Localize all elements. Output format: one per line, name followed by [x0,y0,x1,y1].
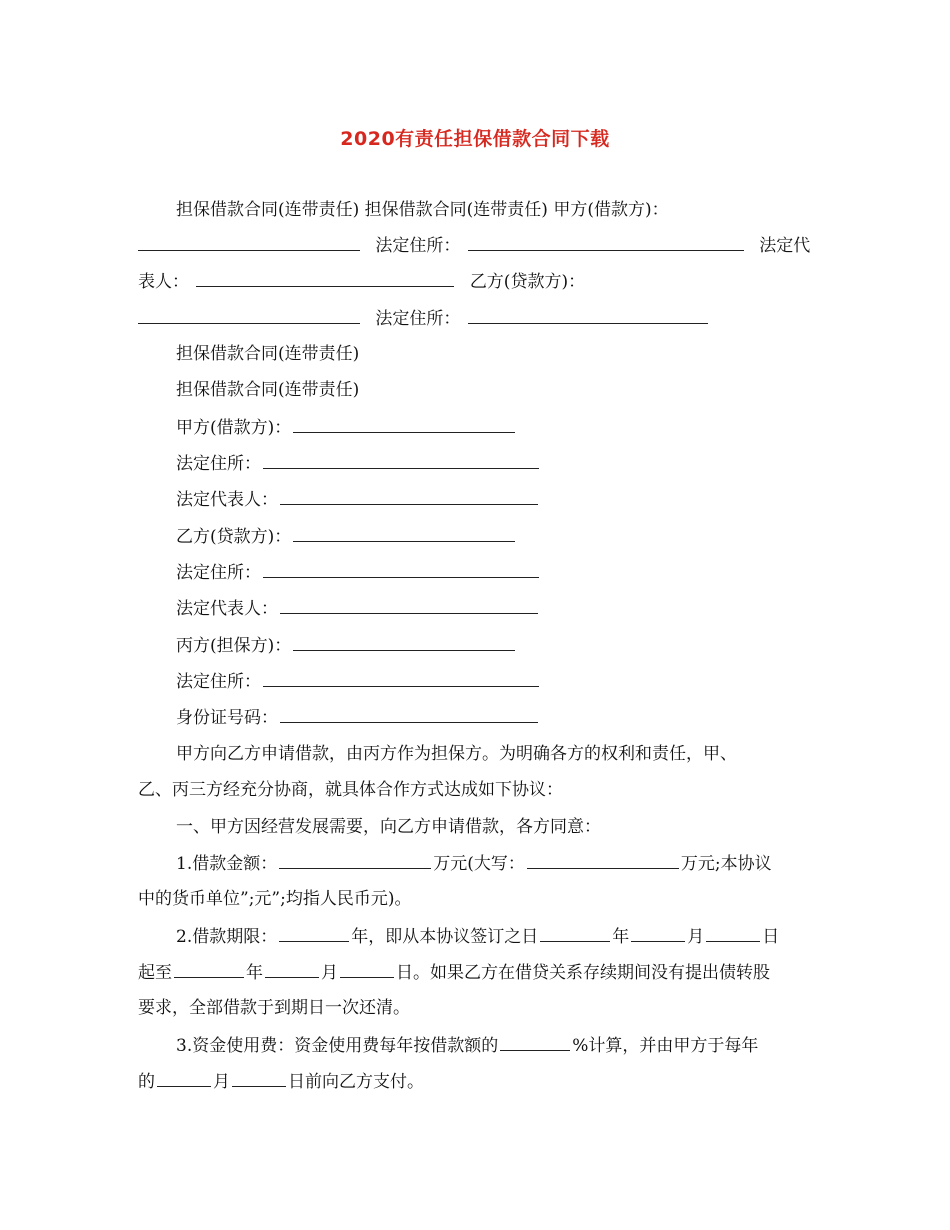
item3-line1 [176,1033,758,1058]
para1-line3 [138,269,585,294]
field-label: 法定住所： [176,672,261,692]
blank-field [196,269,454,287]
blank-field [232,1069,286,1087]
item2-text: 年 [246,963,263,983]
item1-text: 1.借款金额： [176,854,278,874]
field-row [176,633,517,658]
item1-text: 万元;本协议 [680,854,772,874]
item2-text: 月 [321,963,338,983]
item2-text: 2.借款期限： [176,927,278,947]
blank-field [279,851,431,869]
blank-field [263,669,539,687]
item3-text: 的 [138,1072,155,1092]
field-row [176,560,541,585]
blank-field [293,415,515,433]
item2-text: 日。如果乙方在借贷关系存续期间没有提出债转股 [396,963,770,983]
field-row [176,669,541,694]
blank-field [500,1033,570,1051]
blank-field [706,924,760,942]
heading-2: 担保借款合同(连带责任) [176,380,360,400]
blank-field [279,924,349,942]
para1-line1-text: 担保借款合同(连带责任) 担保借款合同(连带责任) 甲方(借款方)： [176,200,669,220]
blank-field [293,633,515,651]
blank-field [280,705,538,723]
intro-line1: 甲方向乙方申请借款，由丙方作为担保方。为明确各方的权利和责任，甲、 [176,744,737,764]
rep-label-part2: 表人： [138,272,189,292]
intro-line2: 乙、丙三方经充分协商，就具体合作方式达成如下协议： [138,780,563,800]
rep-label-part: 法定代 [759,236,811,256]
heading-1: 担保借款合同(连带责任) [176,344,360,364]
item3-text: 月 [213,1072,230,1092]
item1-line1 [176,851,772,876]
party-b-label: 乙方(贷款方)： [469,272,586,292]
para1-line2 [138,233,810,258]
blank-field [138,233,360,251]
field-label: 丙方(担保方)： [176,636,292,656]
item1-text: 万元(大写： [433,854,525,874]
blank-field [540,924,610,942]
field-label: 法定住所： [176,563,261,583]
field-row [176,451,541,476]
item2-text: 月 [687,927,705,947]
blank-field [468,233,744,251]
item2-text: 年，即从本协议签订之日 [351,927,539,947]
item3-text: 日前向乙方支付。 [288,1072,424,1092]
field-label: 法定代表人： [176,490,278,510]
domicile-label-2: 法定住所： [375,309,461,329]
field-row [176,524,517,549]
field-label: 甲方(借款方)： [176,418,292,438]
domicile-label: 法定住所： [375,236,461,256]
document-title: 2020有责任担保借款合同下载 [340,128,610,150]
item2-text: 年 [612,927,630,947]
item3-line2 [138,1069,424,1094]
item2-line2 [138,960,770,985]
field-row [176,705,540,730]
item3-text: 3.资金使用费：资金使用费每年按借款额的 [176,1036,499,1056]
blank-field [174,960,244,978]
blank-field [263,451,539,469]
field-label: 法定代表人： [176,599,278,619]
item2-text: 起至 [138,963,172,983]
item2-line1 [176,924,779,949]
field-row [176,487,540,512]
blank-field [280,596,538,614]
blank-field [157,1069,211,1087]
field-label: 身份证号码： [176,708,278,728]
para1-line4 [138,306,710,331]
blank-field [263,560,539,578]
blank-field [265,960,319,978]
field-label: 乙方(贷款方)： [176,527,292,547]
blank-field [631,924,685,942]
blank-field [468,306,708,324]
item2-text: 日 [762,927,780,947]
field-row [176,415,517,440]
field-label: 法定住所： [176,454,261,474]
field-row [176,596,540,621]
blank-field [293,524,515,542]
blank-field [527,851,679,869]
blank-field [280,487,538,505]
blank-field [340,960,394,978]
para1-line1 [176,198,669,222]
item3-text: %计算，并由甲方于每年 [572,1036,759,1056]
blank-field [138,306,360,324]
item2-line3: 要求，全部借款于到期日一次还清。 [138,998,410,1018]
item1-line2: 中的货币单位”;元”;均指人民币元)。 [138,889,412,909]
clause-1: 一、甲方因经营发展需要，向乙方申请借款，各方同意： [176,817,601,837]
